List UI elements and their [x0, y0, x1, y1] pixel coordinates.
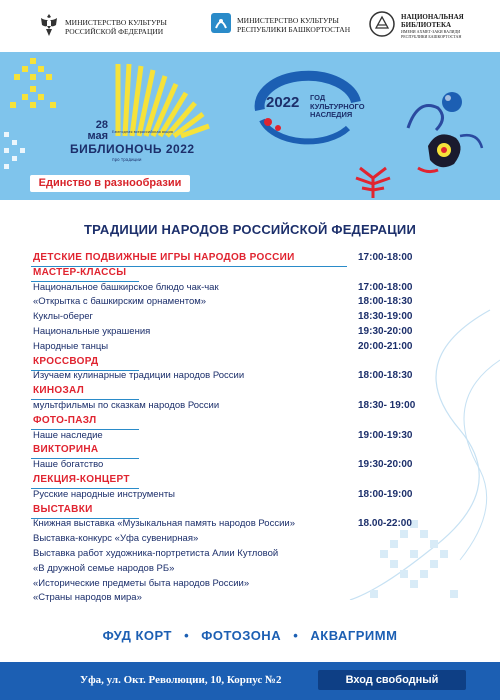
schedule-section [31, 252, 461, 267]
section-title: ВИКТОРИНА [33, 444, 99, 456]
feature-food-court: ФУД КОРТ [102, 628, 172, 643]
schedule-item [31, 296, 461, 311]
library-logo-icon [368, 10, 396, 42]
section-title: ВЫСТАВКИ [33, 503, 93, 515]
schedule-item [31, 548, 461, 563]
activity-time: 18:00-19:00 [358, 488, 413, 500]
header [0, 0, 500, 52]
section-title: ЛЕКЦИЯ-КОНЦЕРТ [33, 473, 130, 485]
schedule-section [31, 267, 461, 282]
activity-label: мультфильмы по сказкам народов России [33, 399, 220, 411]
org3-line3: ИМЕНИ АХМЕТ-ЗАКИ ВАЛИДИ [401, 29, 461, 34]
activity-time: 18:30-19:00 [358, 311, 413, 323]
schedule-section [31, 474, 461, 489]
section-title: ФОТО-ПАЗЛ [33, 414, 97, 426]
event-date-month: мая [87, 130, 108, 142]
schedule-item [31, 430, 461, 445]
org-national-library [368, 10, 464, 42]
activity-label: Изучаем кулинарные традиции народов России [33, 370, 245, 382]
section-title: ДЕТСКИЕ ПОДВИЖНЫЕ ИГРЫ НАРОДОВ РОССИИ [33, 252, 295, 263]
free-entry-badge: Вход свободный [318, 670, 466, 690]
bashkortostan-ministry-icon [210, 12, 232, 38]
activity-label: «Страны народов мира» [33, 592, 142, 604]
address: Уфа, ул. Окт. Революции, 10, Корпус №2 [80, 674, 282, 686]
schedule-item [31, 311, 461, 326]
schedule-item [31, 282, 461, 297]
feature-separator: • [184, 628, 190, 643]
activity-label: Куклы-оберег [33, 311, 94, 323]
schedule-item [31, 459, 461, 474]
org3-line1: НАЦИОНАЛЬНАЯ [401, 13, 464, 21]
activity-label: Национальное башкирское блюдо чак-чак [33, 281, 219, 293]
red-ornament-icon [346, 164, 400, 200]
org1-line1: МИНИСТЕРСТВО КУЛЬТУРЫ [65, 18, 167, 27]
feature-photo-zone: ФОТОЗОНА [201, 628, 282, 643]
activity-label: Книжная выставка «Музыкальная память народов России» [33, 518, 295, 530]
section-title: МАСТЕР-КЛАССЫ [33, 266, 127, 278]
event-date [82, 120, 108, 142]
activity-label: «Открытка с башкирским орнаментом» [33, 296, 207, 308]
activity-label: «Исторические предметы быта народов России» [33, 577, 250, 589]
org1-line2: РОССИЙСКОЙ ФЕДЕРАЦИИ [65, 27, 164, 36]
activity-time: 19:00-19:30 [358, 429, 413, 441]
heritage-year: 2022 [266, 94, 300, 111]
org2-line1: МИНИСТЕРСТВО КУЛЬТУРЫ [237, 16, 339, 25]
feature-separator: • [293, 628, 299, 643]
schedule-section [31, 356, 461, 371]
org3-line4: РЕСПУБЛИКИ БАШКОРТОСТАН [401, 34, 462, 39]
section-title: КРОССВОРД [33, 355, 99, 367]
activity-label: Национальные украшения [33, 325, 151, 337]
activity-label: Народные танцы [33, 340, 109, 352]
org3-line2: БИБЛИОТЕКА [401, 21, 452, 29]
schedule-item [31, 370, 461, 385]
schedule-item [31, 578, 461, 593]
feature-face-painting: АКВАГРИММ [310, 628, 398, 643]
activity-time: 20:00-21:00 [358, 340, 413, 352]
sunburst-logo-icon [113, 58, 223, 138]
activity-label: Наше наследие [33, 429, 103, 441]
schedule-item [31, 533, 461, 548]
activity-time: 18:30- 19:00 [358, 399, 416, 411]
schedule-section [31, 415, 461, 430]
schedule-item [31, 592, 461, 607]
schedule-item [31, 341, 461, 356]
activity-label: Выставка-конкурс «Уфа сувенирная» [33, 533, 199, 545]
schedule-section [31, 385, 461, 400]
org-ministry-bashkortostan [210, 12, 350, 38]
russian-eagle-icon [38, 12, 60, 42]
schedule-item [31, 489, 461, 504]
floral-ornament-icon [398, 88, 488, 180]
org2-line2: РЕСПУБЛИКИ БАШКОРТОСТАН [237, 25, 351, 34]
event-tag: Ежегодная всероссийская акция [112, 130, 173, 134]
org-ministry-russia [38, 12, 167, 42]
unity-slogan: Единство в разнообразии [30, 175, 190, 192]
activity-label: Русские народные инструменты [33, 488, 176, 500]
schedule-item [31, 563, 461, 578]
activity-label: Наше богатство [33, 459, 104, 471]
activity-time: 18:00-18:30 [358, 370, 413, 382]
schedule-section [31, 444, 461, 459]
activity-time: 17:00-18:00 [358, 252, 413, 263]
activity-time: 17:00-18:00 [358, 281, 413, 293]
activity-time: 18:00-18:30 [358, 296, 413, 308]
event-name: БИБЛИОНОЧЬ 2022 [70, 142, 195, 156]
event-theme: про традиции [112, 157, 142, 162]
activity-label: «В дружной семье народов РБ» [33, 562, 175, 574]
schedule-item [31, 400, 461, 415]
event-date-day: 28 [95, 119, 108, 131]
activity-time: 19:30-20:00 [358, 459, 413, 471]
schedule-item [31, 326, 461, 341]
section-title: КИНОЗАЛ [33, 385, 85, 397]
heritage-text: ГОД КУЛЬТУРНОГО НАСЛЕДИЯ [310, 93, 365, 119]
activity-time: 19:30-20:00 [358, 325, 413, 337]
footer-features [0, 628, 500, 643]
year-heritage-badge [248, 70, 368, 150]
ornament-yellow-icon [10, 58, 70, 128]
schedule-item [31, 518, 461, 533]
schedule-section [31, 504, 461, 519]
page-title: ТРАДИЦИИ НАРОДОВ РОССИЙСКОЙ ФЕДЕРАЦИИ [84, 222, 416, 237]
activity-label: Выставка работ художника-портретиста Алии Кутловой [33, 547, 279, 559]
activity-time: 18.00-22:00 [358, 518, 412, 530]
schedule-list [31, 252, 461, 607]
